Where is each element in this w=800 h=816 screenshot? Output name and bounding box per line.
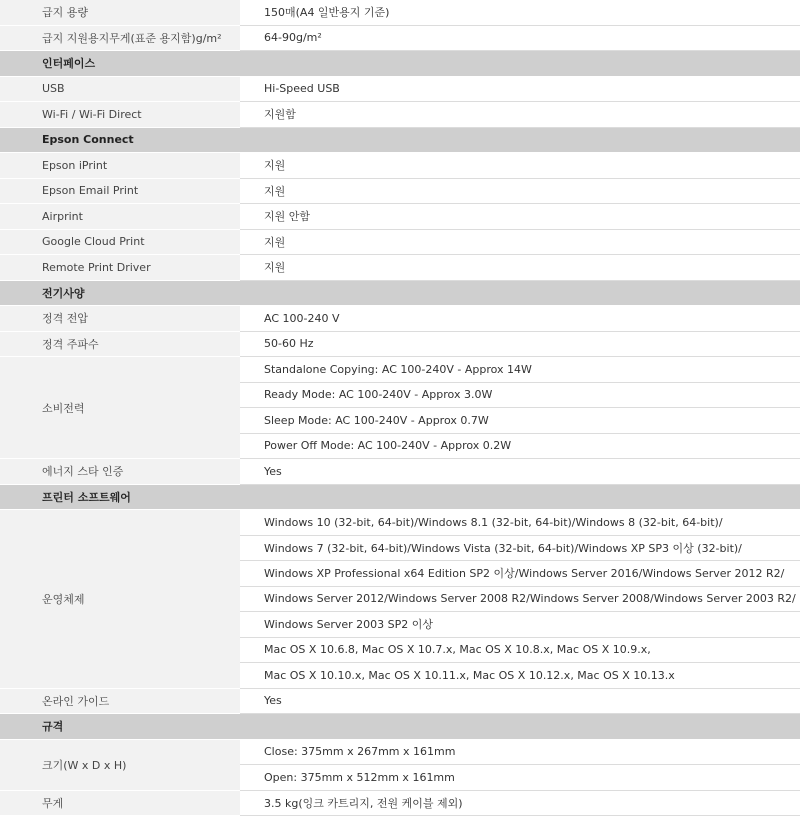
spec-label: 소비전력: [0, 357, 240, 459]
spec-row: [0, 0, 800, 26]
spec-row: [0, 179, 800, 205]
spec-value: Yes: [240, 689, 800, 715]
spec-row: [0, 102, 800, 128]
spec-value: 지원 안함: [240, 204, 800, 230]
spec-label: USB: [0, 77, 240, 103]
spec-value: 3.5 kg(잉크 카트리지, 전원 케이블 제외): [240, 791, 800, 816]
spec-value: 지원: [240, 230, 800, 256]
spec-value: 지원: [240, 179, 800, 205]
spec-values: [240, 357, 800, 459]
section-header: Epson Connect: [0, 128, 800, 154]
spec-value: Sleep Mode: AC 100-240V - Approx 0.7W: [240, 408, 800, 434]
spec-label: 무게: [0, 791, 240, 816]
spec-label: Epson iPrint: [0, 153, 240, 179]
spec-value: Standalone Copying: AC 100-240V - Approx 14W: [240, 357, 800, 383]
spec-value: 지원: [240, 255, 800, 281]
spec-label: 운영체제: [0, 510, 240, 689]
spec-label: 크기(W x D x H): [0, 740, 240, 791]
spec-row: [0, 791, 800, 816]
spec-label: Google Cloud Print: [0, 230, 240, 256]
section-header: 프린터 소프트웨어: [0, 485, 800, 511]
spec-value: Mac OS X 10.6.8, Mac OS X 10.7.x, Mac OS X 10.8.x, Mac OS X 10.9.x,: [240, 638, 800, 664]
spec-row: [0, 26, 800, 52]
spec-row: [0, 204, 800, 230]
spec-value: Windows Server 2003 SP2 이상: [240, 612, 800, 638]
spec-value: 지원함: [240, 102, 800, 128]
spec-value: Hi-Speed USB: [240, 77, 800, 103]
spec-values: [240, 510, 800, 689]
spec-row: [0, 306, 800, 332]
spec-label: 급지 용량: [0, 0, 240, 26]
spec-value: 50-60 Hz: [240, 332, 800, 358]
spec-row: [0, 77, 800, 103]
spec-value: Windows 10 (32-bit, 64-bit)/Windows 8.1 (32-bit, 64-bit)/Windows 8 (32-bit, 64-bit)/: [240, 510, 800, 536]
spec-row: [0, 689, 800, 715]
section-header: 전기사양: [0, 281, 800, 307]
spec-group: [0, 740, 800, 791]
spec-value: AC 100-240 V: [240, 306, 800, 332]
spec-label: Wi-Fi / Wi-Fi Direct: [0, 102, 240, 128]
spec-label: Remote Print Driver: [0, 255, 240, 281]
section-header: 규격: [0, 714, 800, 740]
spec-value: Power Off Mode: AC 100-240V - Approx 0.2W: [240, 434, 800, 460]
spec-row: [0, 332, 800, 358]
spec-value: Windows Server 2012/Windows Server 2008 R2/Windows Server 2008/Windows Server 2003 R2/: [240, 587, 800, 613]
spec-label: 급지 지원용지무게(표준 용지함)g/m²: [0, 26, 240, 52]
spec-value: 150매(A4 일반용지 기준): [240, 0, 800, 26]
spec-values: [240, 740, 800, 791]
spec-row: [0, 230, 800, 256]
spec-group: [0, 510, 800, 689]
spec-row: [0, 153, 800, 179]
spec-value: Close: 375mm x 267mm x 161mm: [240, 740, 800, 766]
spec-value: Windows 7 (32-bit, 64-bit)/Windows Vista (32-bit, 64-bit)/Windows XP SP3 이상 (32-bit)/: [240, 536, 800, 562]
spec-row: [0, 255, 800, 281]
spec-value: Mac OS X 10.10.x, Mac OS X 10.11.x, Mac OS X 10.12.x, Mac OS X 10.13.x: [240, 663, 800, 689]
spec-value: Windows XP Professional x64 Edition SP2 이상/Windows Server 2016/Windows Server 2012 R2/: [240, 561, 800, 587]
spec-value: Yes: [240, 459, 800, 485]
spec-label: 온라인 가이드: [0, 689, 240, 715]
spec-value: Ready Mode: AC 100-240V - Approx 3.0W: [240, 383, 800, 409]
spec-label: Airprint: [0, 204, 240, 230]
spec-value: Open: 375mm x 512mm x 161mm: [240, 765, 800, 791]
spec-row: [0, 459, 800, 485]
section-header: 인터페이스: [0, 51, 800, 77]
spec-label: 정격 주파수: [0, 332, 240, 358]
spec-value: 64-90g/m²: [240, 26, 800, 52]
spec-value: 지원: [240, 153, 800, 179]
spec-label: Epson Email Print: [0, 179, 240, 205]
spec-label: 에너지 스타 인증: [0, 459, 240, 485]
spec-group: [0, 357, 800, 459]
spec-label: 정격 전압: [0, 306, 240, 332]
